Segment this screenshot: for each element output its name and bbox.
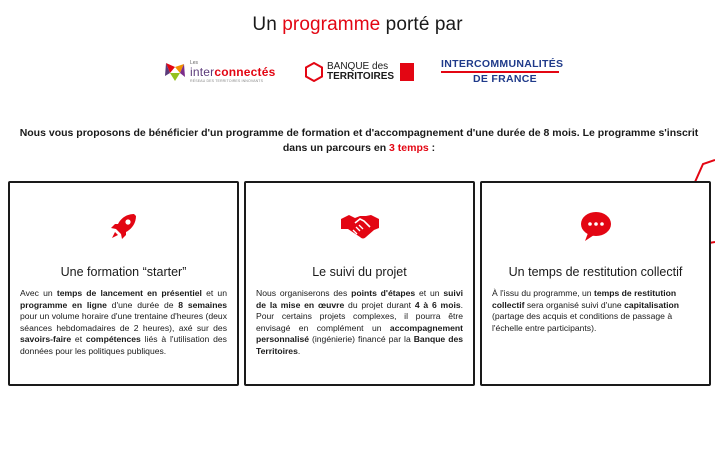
logo-name: interconnectés: [190, 64, 276, 79]
logo-intercommunalites-de-france[interactable]: [441, 54, 563, 90]
card-text: À l'issu du programme, un temps de restitution collectif sera organisé suivi d'une capitalisation (partage des acquis et conditions de passage à l'échelle entre participants).: [492, 288, 679, 333]
logo-banque-des-territoires[interactable]: [305, 54, 414, 90]
card-restitution-collectif: [480, 181, 711, 386]
logo-interconnectes[interactable]: [164, 54, 276, 90]
title-highlight: programme: [282, 14, 381, 35]
card-formation-starter: [8, 181, 239, 386]
intro-highlight: 3 temps: [389, 142, 429, 154]
handshake-icon: [340, 209, 380, 243]
hexagon-icon: [305, 62, 323, 82]
bdt-line1: BANQUE des: [327, 61, 389, 72]
chat-bubble-icon: [579, 209, 613, 243]
intro-text: Nous vous proposons de bénéficier d'un programme de formation et d'accompagnement d'une durée de 8 mois. Le programme s'inscrit dans un parcours en 3 temps :: [19, 127, 699, 154]
card-title: Un temps de restitution collectif: [508, 265, 683, 279]
partner-logos: [0, 54, 715, 90]
interconnectes-mark-icon: [164, 61, 186, 83]
card-title: Le suivi du projet: [312, 265, 407, 279]
logo-les: Les: [190, 59, 199, 66]
card-text: Avec un temps de lancement en présentiel et un programme en ligne d'une durée de 8 semaines pour un volume horaire d'une trentaine d'heures (deux séances hebdomadaires de 2 heures), axé sur des savoirs-faire et compétences liés à l'utilisation des données pour les politiques publiques.: [20, 288, 228, 356]
bdt-line2: TERRITOIRES: [327, 71, 395, 82]
card-title: Une formation “starter”: [60, 265, 187, 279]
rocket-icon: [107, 209, 141, 243]
caisse-depots-badge-icon: [400, 63, 414, 81]
card-suivi-projet: [244, 181, 475, 386]
icf-line1: INTERCOMMUNALITÉS: [441, 58, 564, 70]
icf-line2: DE FRANCE: [473, 73, 537, 85]
page-title: Un programme porté par: [252, 14, 463, 35]
card-text: Nous organiserons des points d'étapes et un suivi de la mise en œuvre du projet durant 4 à 6 mois. Pour certains projets complexes, il pourra être envisagé en complément un accompagnement personnalisé (ingénierie) financé par la Banque des Territoires.: [256, 288, 463, 356]
logo-tagline: RÉSEAU DES TERRITOIRES INNOVANTS: [190, 78, 264, 83]
